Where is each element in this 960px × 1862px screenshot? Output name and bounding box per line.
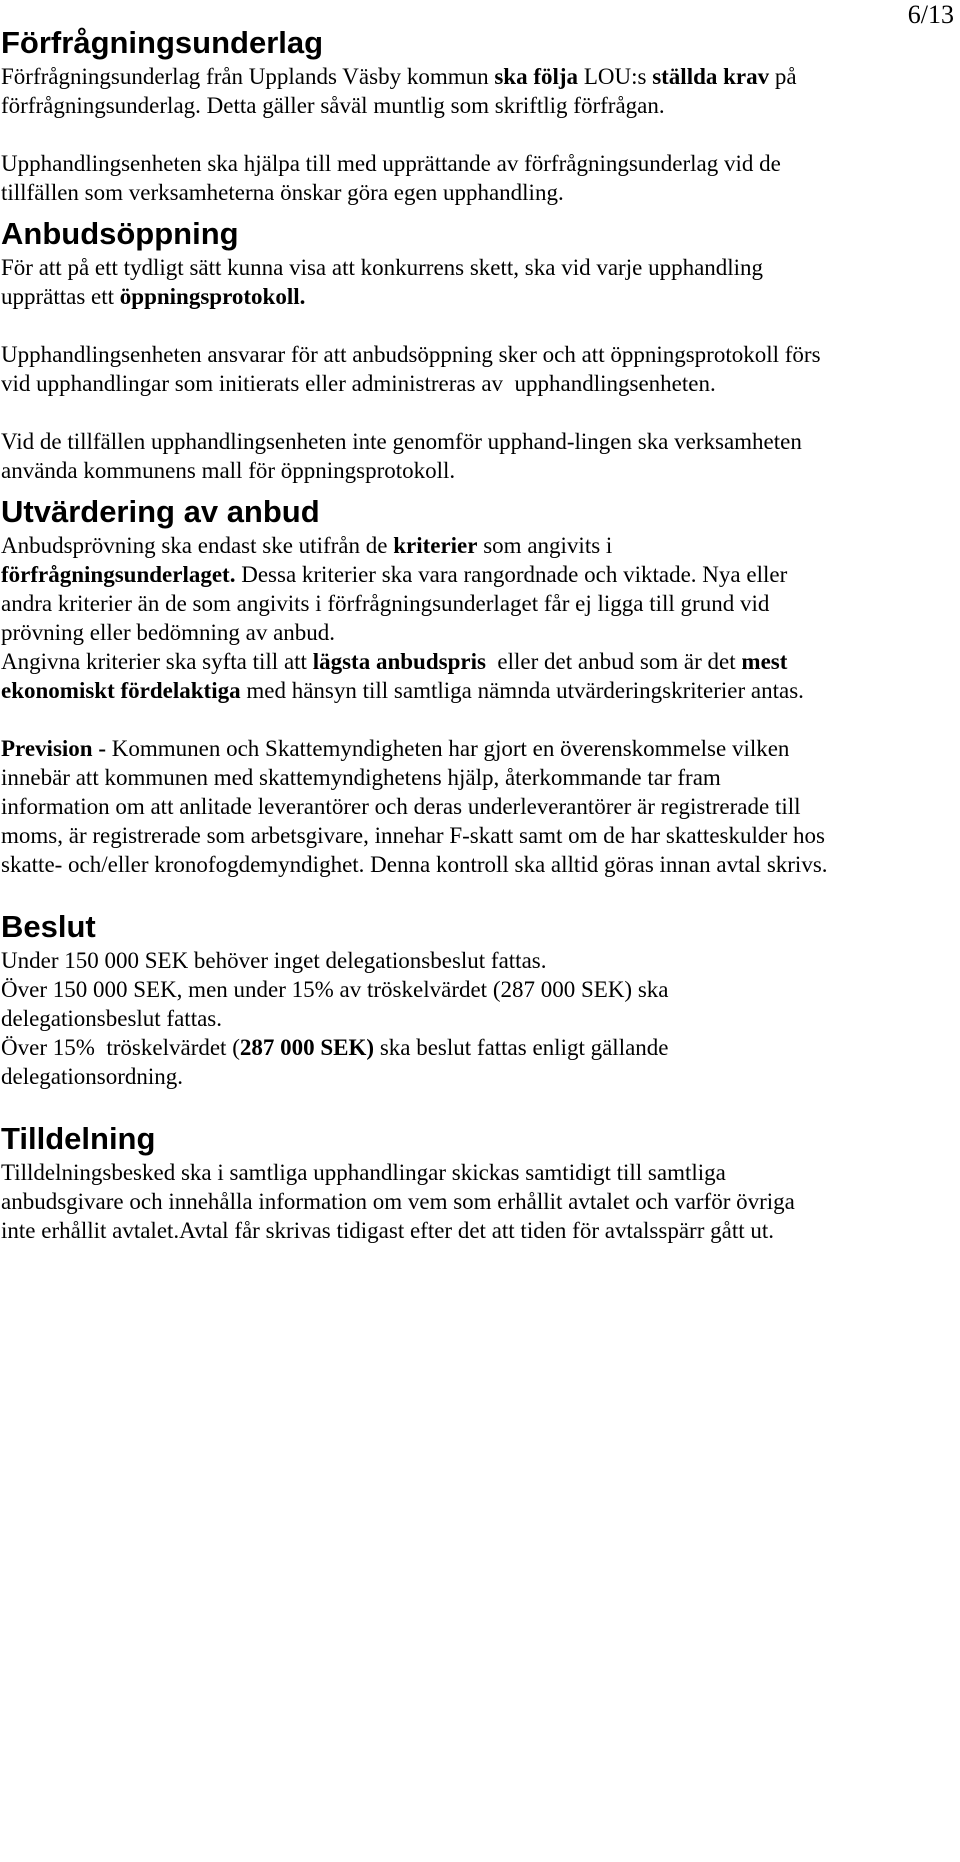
paragraph-tilldelningsbesked: Tilldelningsbesked ska i samtliga upphandlingar skickas samtidigt till samtliga anbudsgivare och innehålla information om vem som erhållit avtalet och varför övriga inte erhållit avtalet.Avtal får skrivas tidigast efter det att tiden för avtalsspärr gått ut. [1,1160,795,1243]
text: Anbudsprövning ska endast ske utifrån de [1,533,394,558]
paragraph-upphandlingsenheten-hjalp: Upphandlingsenheten ska hjälpa till med upprättande av förfrågningsunderlag vid de tillfällen som verksamheterna önskar göra egen upphandling. [1,151,781,205]
bold-text: öppningsprotokoll. [119,284,306,309]
text: Dessa kriterier ska vara rangordnade och viktade. Nya eller andra kriterier än de som angivits i förfrågningsunderlaget får ej ligga till grund vid prövning eller bedömning av anbud. [1,562,788,645]
paragraph-over-150000: Över 150 000 SEK, men under 15% av tröskelvärdet (287 000 SEK) ska delegationsbeslut fattas. [1,977,669,1031]
page-number: 6/13 [907,0,954,29]
heading-anbudsoppning: Anbudsöppning [1,216,239,251]
text: ska beslut fattas enligt gällande delegationsordning. [1,1035,675,1089]
paragraph-over-15-procent [1,1033,831,1091]
heading-utvardering-av-anbud: Utvärdering av anbud [1,494,320,529]
heading-tilldelning: Tilldelning [1,1121,156,1156]
heading-forfragningsunderlag: Förfrågningsunderlag [1,25,324,60]
text: LOU:s [578,64,653,89]
heading-beslut: Beslut [1,909,96,944]
bold-text: lägsta anbudspris [312,649,486,674]
bold-text: 287 000 SEK) [239,1035,375,1060]
document-content [1,24,831,1245]
paragraph-prevision [1,734,831,879]
text: Kommunen och Skattemyndigheten har gjort en överenskommelse vilken innebär att kommunen med skattemyndighetens hjälp, återkommande tar fram information om att anlitade leverantörer och deras underleverantörer är registrerade till moms, är registrerade som arbetsgivare, innehar F-skatt samt om de har skatteskulder hos skatte- och/eller kronofogdemyndighet. Denna kontroll ska alltid göras innan avtal skrivs. [1,736,828,877]
text: Över 15% tröskelvärdet ( [1,1035,240,1060]
paragraph-angivna-kriterier [1,647,831,705]
bold-text: ställda krav [652,64,770,89]
paragraph-mall-oppningsprotokoll: Vid de tillfällen upphandlingsenheten inte genomför upphand-lingen ska verksamheten använda kommunens mall för öppningsprotokoll. [1,429,802,483]
paragraph-forfragningsunderlag-lou [1,62,831,120]
text: Angivna kriterier ska syfta till att [1,649,313,674]
paragraph-upphandlingsenheten-ansvarar: Upphandlingsenheten ansvarar för att anbudsöppning sker och att öppningsprotokoll förs vid upphandlingar som initierats eller administreras av upphandlingsenheten. [1,342,827,396]
bold-text: förfrågningsunderlaget. [1,562,236,587]
paragraph-konkurrens [1,253,831,311]
bold-text: Prevision - [1,736,112,761]
paragraph-under-150000: Under 150 000 SEK behöver inget delegationsbeslut fattas. [1,948,547,973]
bold-text: mest ekonomiskt fördelaktiga [1,649,794,703]
text: på förfrågningsunderlag. Detta gäller såväl muntlig som skriftlig förfrågan. [1,64,797,118]
text: eller det anbud som är det [485,649,742,674]
bold-text: kriterier [393,533,478,558]
text: med hänsyn till samtliga nämnda utvärderingskriterier antas. [240,678,804,703]
text: Förfrågningsunderlag från Upplands Väsby kommun [1,64,495,89]
bold-text: ska följa [494,64,579,89]
paragraph-anbudsprovning [1,531,831,647]
text: som angivits i [477,533,613,558]
text: För att på ett tydligt sätt kunna visa att konkurrens skett, ska vid varje upphandling upprättas ett [1,255,764,309]
